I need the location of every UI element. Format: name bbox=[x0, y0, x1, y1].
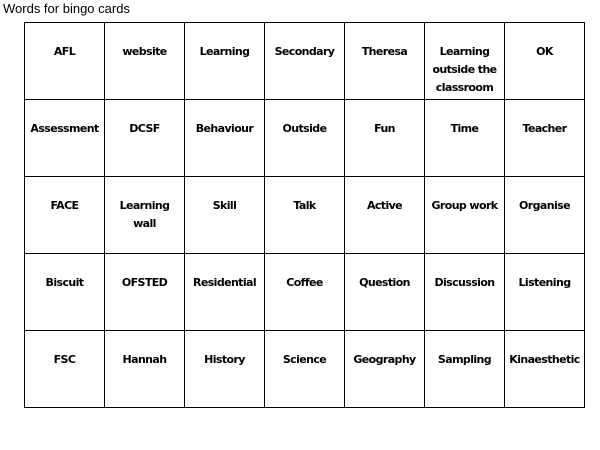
table-cell bbox=[105, 177, 185, 254]
bingo-word: website bbox=[122, 45, 167, 58]
bingo-word: Group work bbox=[431, 199, 498, 212]
bingo-word: OFSTED bbox=[121, 276, 168, 289]
bingo-word: Learning bbox=[199, 45, 250, 58]
bingo-word: Assessment bbox=[30, 122, 99, 135]
table-row bbox=[25, 331, 585, 408]
table-row bbox=[25, 254, 585, 331]
table-cell bbox=[105, 254, 185, 331]
bingo-word: Fun bbox=[374, 122, 395, 135]
table-row bbox=[25, 177, 585, 254]
table-cell bbox=[345, 331, 425, 408]
table-cell bbox=[265, 331, 345, 408]
table-cell bbox=[345, 100, 425, 177]
bingo-word: Teacher bbox=[522, 122, 567, 135]
bingo-word: Theresa bbox=[361, 45, 408, 58]
table-cell bbox=[505, 23, 585, 100]
table-cell bbox=[345, 23, 425, 100]
table-cell bbox=[105, 23, 185, 100]
table-cell bbox=[25, 177, 105, 254]
table-cell bbox=[185, 331, 265, 408]
bingo-word: Secondary bbox=[274, 45, 335, 58]
bingo-word: Science bbox=[282, 353, 327, 366]
table-cell bbox=[265, 177, 345, 254]
bingo-word: Coffee bbox=[286, 276, 323, 289]
table-cell bbox=[425, 254, 505, 331]
table-cell bbox=[505, 177, 585, 254]
bingo-word: Skill bbox=[212, 199, 237, 212]
bingo-word: DCSF bbox=[129, 122, 160, 135]
bingo-word: FACE bbox=[50, 199, 79, 212]
bingo-word: Time bbox=[450, 122, 479, 135]
table-cell bbox=[265, 100, 345, 177]
table-cell bbox=[105, 331, 185, 408]
bingo-word: Discussion bbox=[434, 276, 495, 289]
table-cell bbox=[505, 331, 585, 408]
table-cell bbox=[265, 254, 345, 331]
table-cell bbox=[185, 254, 265, 331]
table-cell bbox=[345, 254, 425, 331]
table-cell bbox=[425, 331, 505, 408]
table-cell bbox=[345, 177, 425, 254]
table-cell bbox=[425, 23, 505, 100]
table-row bbox=[25, 23, 585, 100]
table-cell bbox=[185, 100, 265, 177]
table-cell bbox=[105, 100, 185, 177]
bingo-word: Organise bbox=[519, 199, 570, 212]
document-title: Words for bingo cards bbox=[3, 1, 130, 16]
bingo-word: Sampling bbox=[437, 353, 492, 366]
bingo-word: Active bbox=[366, 199, 403, 212]
table-cell bbox=[265, 23, 345, 100]
bingo-word: History bbox=[204, 353, 245, 366]
bingo-word: AFL bbox=[53, 45, 76, 58]
bingo-word: FSC bbox=[53, 353, 76, 366]
table-cell bbox=[505, 100, 585, 177]
bingo-word: Behaviour bbox=[195, 122, 254, 135]
table-cell bbox=[425, 177, 505, 254]
table-cell bbox=[185, 23, 265, 100]
bingo-word: Kinaesthetic bbox=[509, 353, 580, 366]
table-row bbox=[25, 100, 585, 177]
bingo-word: Listening bbox=[518, 276, 571, 289]
bingo-table-body bbox=[25, 23, 585, 408]
bingo-word: Hannah bbox=[122, 353, 167, 366]
bingo-word: OK bbox=[536, 45, 553, 58]
bingo-word: Residential bbox=[192, 276, 257, 289]
bingo-word: Geography bbox=[353, 353, 416, 366]
table-cell bbox=[25, 331, 105, 408]
table-cell bbox=[25, 254, 105, 331]
table-cell bbox=[505, 254, 585, 331]
bingo-word: Learning outside the classroom bbox=[432, 45, 497, 94]
bingo-word: Outside bbox=[282, 122, 327, 135]
table-cell bbox=[25, 23, 105, 100]
table-cell bbox=[25, 100, 105, 177]
bingo-word: Learning wall bbox=[119, 199, 170, 230]
table-cell bbox=[425, 100, 505, 177]
bingo-word: Talk bbox=[293, 199, 316, 212]
bingo-word: Biscuit bbox=[45, 276, 84, 289]
bingo-word-table bbox=[24, 22, 585, 408]
bingo-word: Question bbox=[359, 276, 410, 289]
table-cell bbox=[185, 177, 265, 254]
